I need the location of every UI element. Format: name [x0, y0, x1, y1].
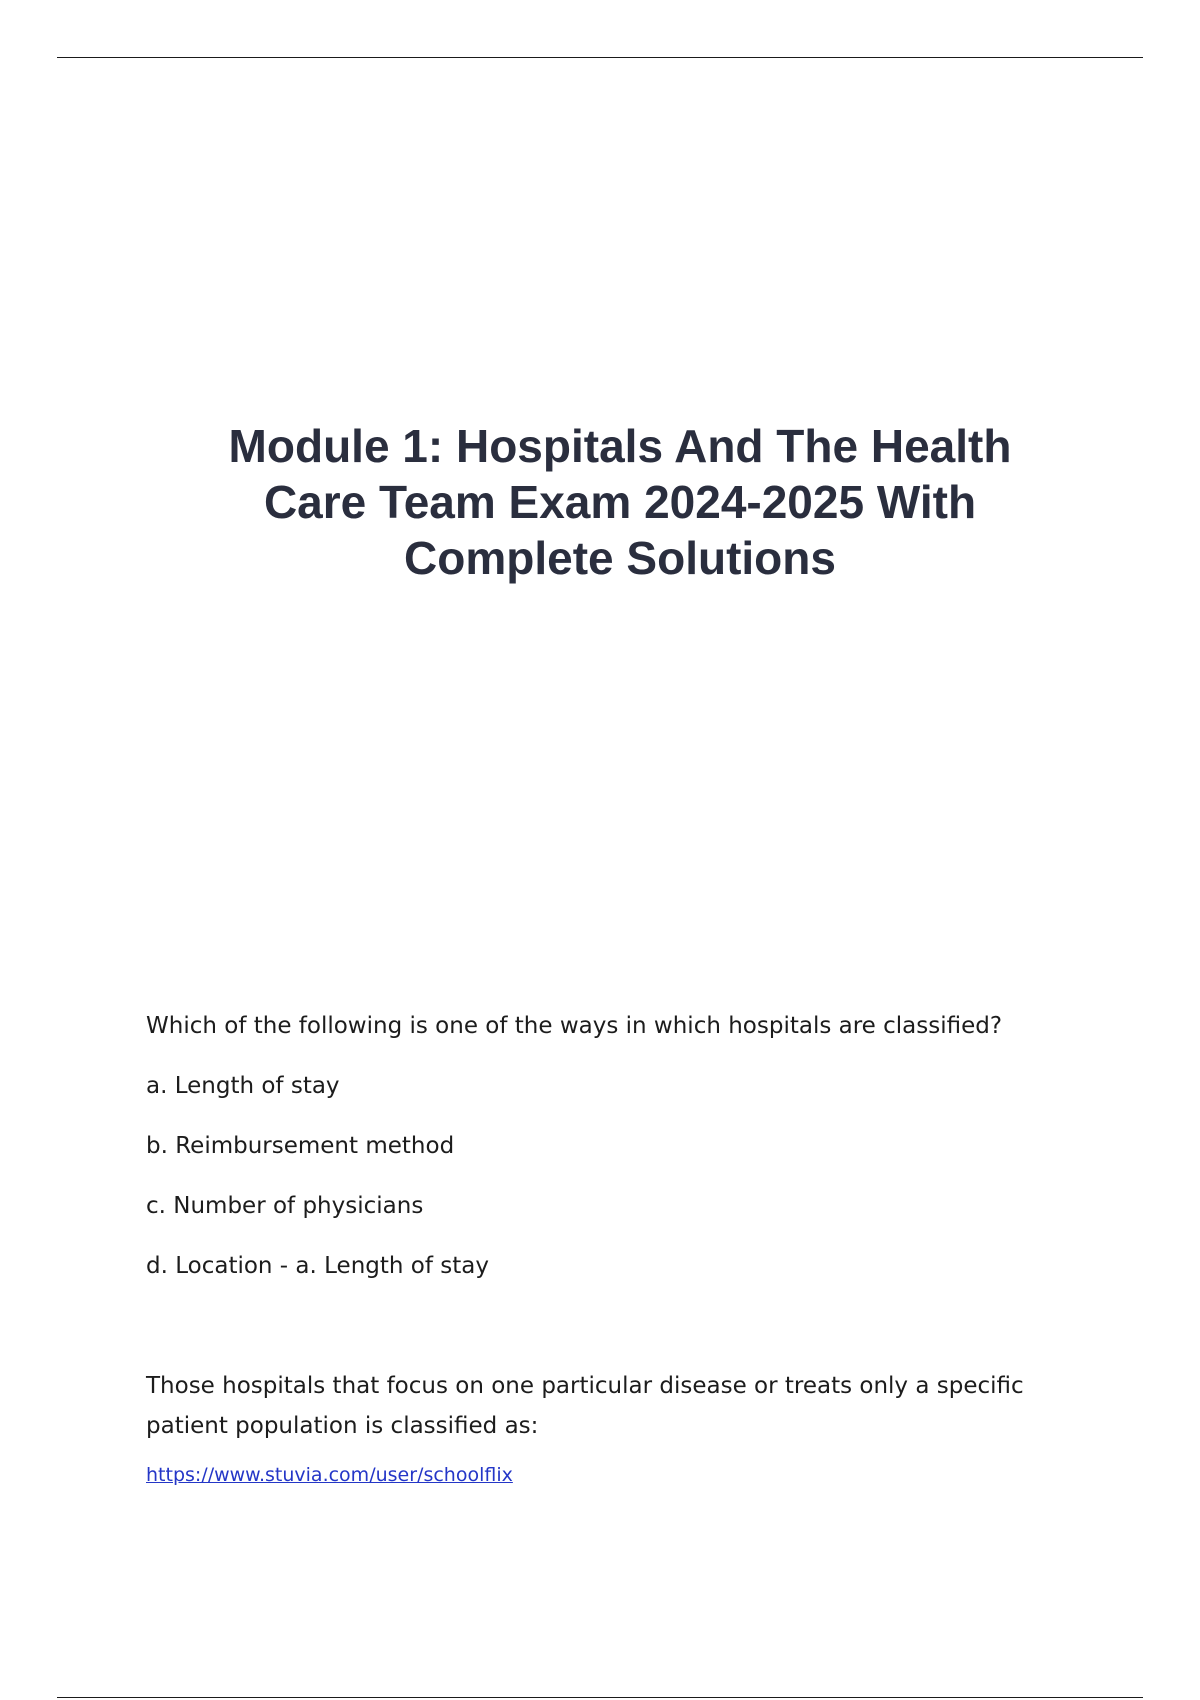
title-line-3: Complete Solutions: [404, 532, 836, 584]
header-rule: [57, 57, 1143, 58]
option-c: c. Number of physicians: [146, 1193, 424, 1219]
question-1: Which of the following is one of the ways in which hospitals are classified?: [146, 1013, 1003, 1039]
footer-rule: [57, 1697, 1143, 1698]
option-d: d. Location - a. Length of stay: [146, 1253, 489, 1279]
schoolflix-link[interactable]: https://www.stuvia.com/user/schoolflix: [146, 1464, 513, 1486]
title-line-2: Care Team Exam 2024-2025 With: [263, 476, 977, 528]
title-line-1: Module 1: Hospitals And The Health: [228, 420, 1012, 472]
option-b: b. Reimbursement method: [146, 1133, 455, 1159]
option-a: a. Length of stay: [146, 1073, 340, 1099]
question-2: Those hospitals that focus on one particular disease or treats only a specific patient population is classified as:: [146, 1373, 1024, 1439]
question-content: [146, 1006, 1046, 1487]
document-title: [180, 418, 1060, 586]
